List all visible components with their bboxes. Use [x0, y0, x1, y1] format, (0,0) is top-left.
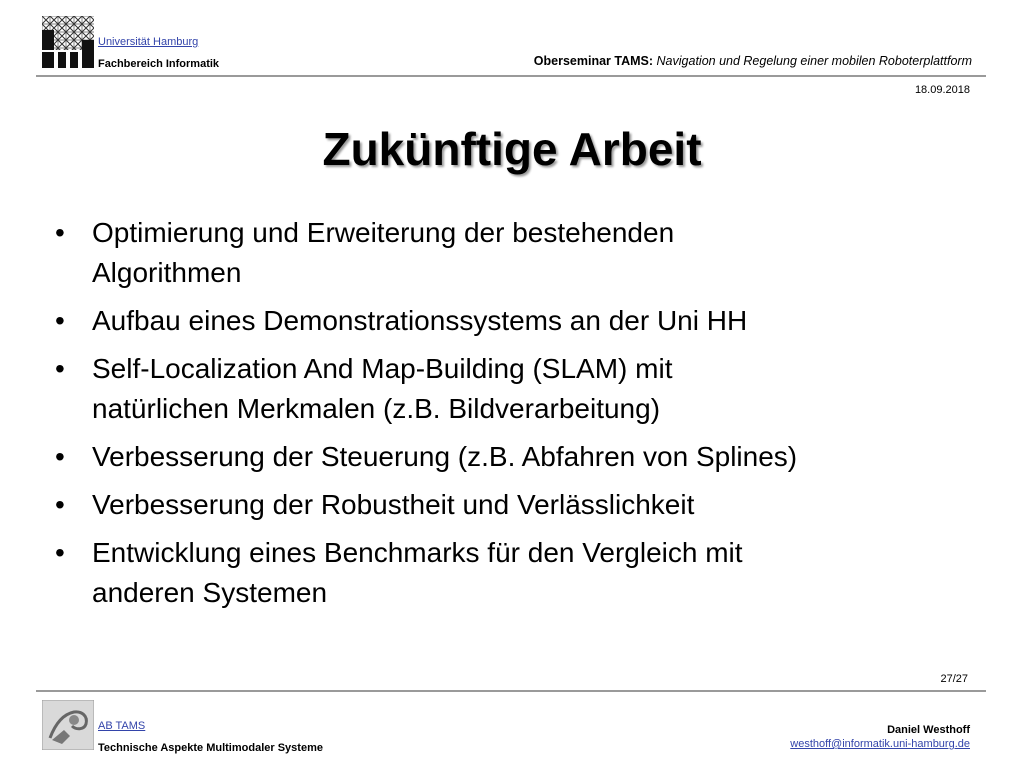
slide-title: Zukünftige Arbeit — [322, 123, 702, 175]
seminar-prefix: Oberseminar TAMS: — [533, 54, 654, 68]
group-link[interactable]: AB TAMS — [98, 720, 146, 732]
bullet-item — [52, 213, 982, 293]
bullet-icon: • — [55, 305, 65, 336]
tams-logo-icon — [42, 700, 94, 750]
slide-date: 18.09.2018 — [914, 84, 970, 96]
bullet-icon: • — [55, 537, 65, 568]
page-number: 27/27 — [940, 673, 968, 685]
bullet-item — [52, 485, 982, 525]
bullet-text-line: natürlichen Merkmalen (z.B. Bildverarbeitung) — [92, 393, 661, 424]
bullet-icon: • — [55, 441, 65, 472]
bullet-text-line: Optimierung und Erweiterung der bestehenden — [92, 217, 675, 248]
group-description: Technische Aspekte Multimodaler Systeme — [98, 742, 323, 754]
bullet-text-line: Verbesserung der Steuerung (z.B. Abfahren von Splines) — [92, 441, 798, 472]
footer-divider — [36, 690, 986, 692]
header-divider — [36, 75, 986, 77]
seminar-header — [534, 54, 972, 68]
bullet-item — [52, 349, 982, 429]
seminar-topic: Navigation und Regelung einer mobilen Roboterplattform — [656, 54, 972, 68]
bullet-item — [52, 301, 982, 341]
university-link[interactable]: Universität Hamburg — [98, 36, 199, 48]
bullet-item — [52, 533, 982, 613]
bullet-text-line: anderen Systemen — [92, 577, 328, 608]
bullet-text-line: Self-Localization And Map-Building (SLAM) mit — [92, 353, 673, 384]
bullet-icon: • — [55, 489, 65, 520]
bullet-icon: • — [55, 217, 65, 248]
bullet-text-line: Algorithmen — [92, 257, 242, 288]
bullet-text-line: Aufbau eines Demonstrationssystems an der Uni HH — [92, 305, 748, 336]
university-logo-icon — [42, 16, 94, 68]
bullet-text-line: Verbesserung der Robustheit und Verlässlichkeit — [92, 489, 695, 520]
author-name: Daniel Westhoff — [887, 724, 970, 736]
bullet-list — [52, 213, 982, 621]
bullet-item — [52, 437, 982, 477]
department-label: Fachbereich Informatik — [98, 58, 220, 70]
author-email-link[interactable]: westhoff@informatik.uni-hamburg.de — [790, 738, 970, 750]
bullet-icon: • — [55, 353, 65, 384]
bullet-text-line: Entwicklung eines Benchmarks für den Vergleich mit — [92, 537, 743, 568]
